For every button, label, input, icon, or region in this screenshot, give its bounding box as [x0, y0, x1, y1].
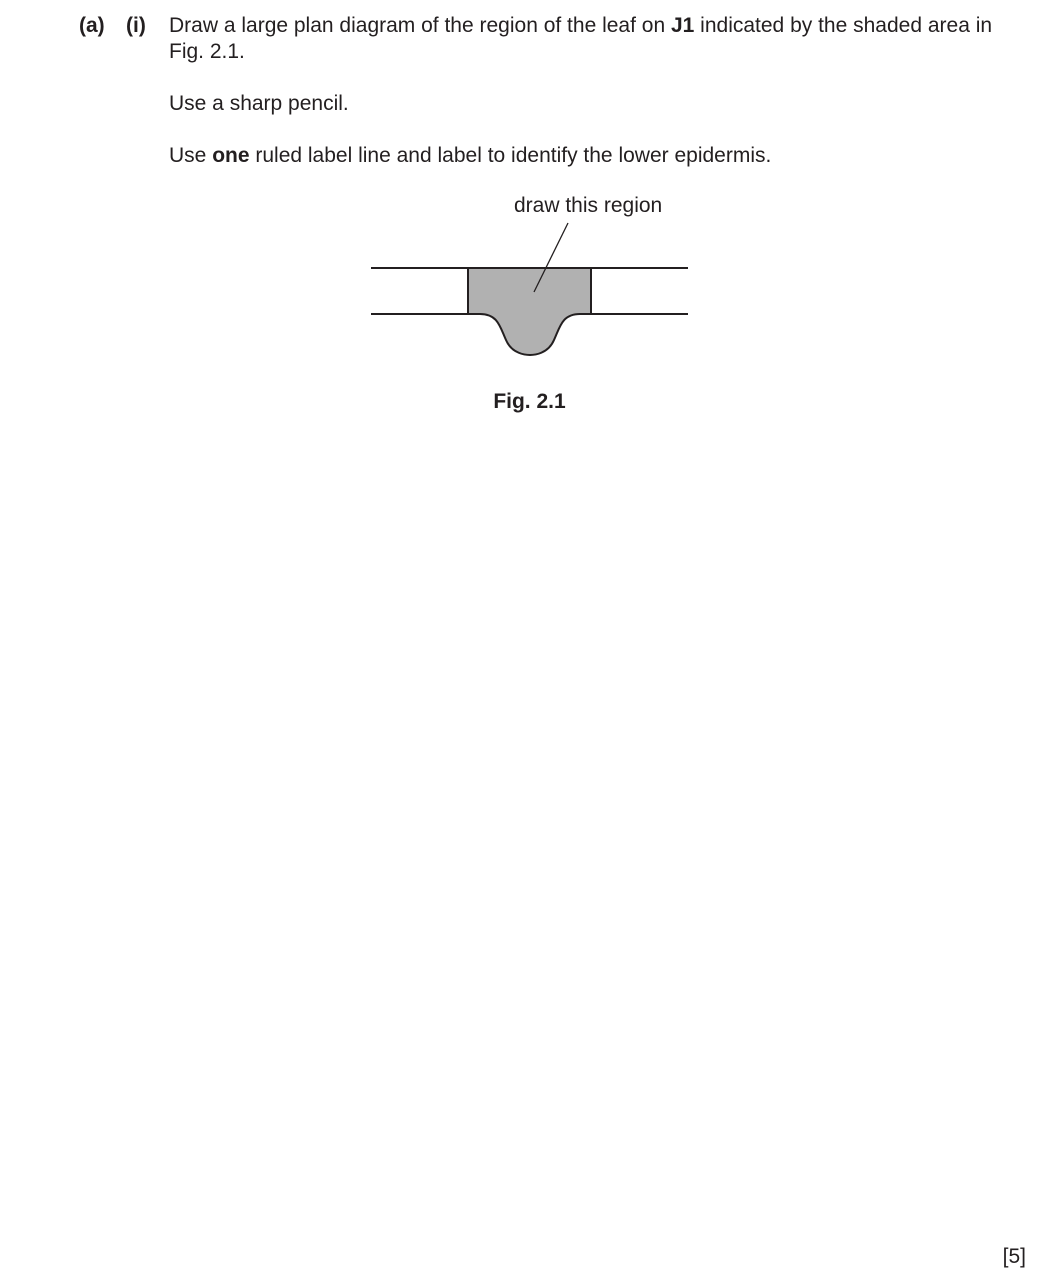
instruction-label-start: Use — [169, 144, 213, 167]
question-subpart-label: (i) — [126, 14, 146, 37]
figure-label: draw this region — [514, 194, 663, 217]
instruction-line-2: Fig. 2.1. — [169, 40, 245, 63]
instruction-line-1-end: indicated by the shaded area in — [694, 14, 993, 37]
question-part-label: (a) — [79, 14, 105, 37]
marks-allocation: [5] — [1002, 1245, 1026, 1268]
instruction-label-end: ruled label line and label to identify the lower epidermis. — [249, 144, 772, 167]
instruction-label-emphasis: one — [212, 144, 250, 167]
shaded-region — [468, 268, 591, 355]
instruction-pencil: Use a sharp pencil. — [169, 92, 349, 115]
figure-caption: Fig. 2.1 — [493, 390, 566, 413]
instruction-line-1-start: Draw a large plan diagram of the region of the leaf on — [169, 14, 671, 37]
specimen-code: J1 — [670, 14, 695, 37]
